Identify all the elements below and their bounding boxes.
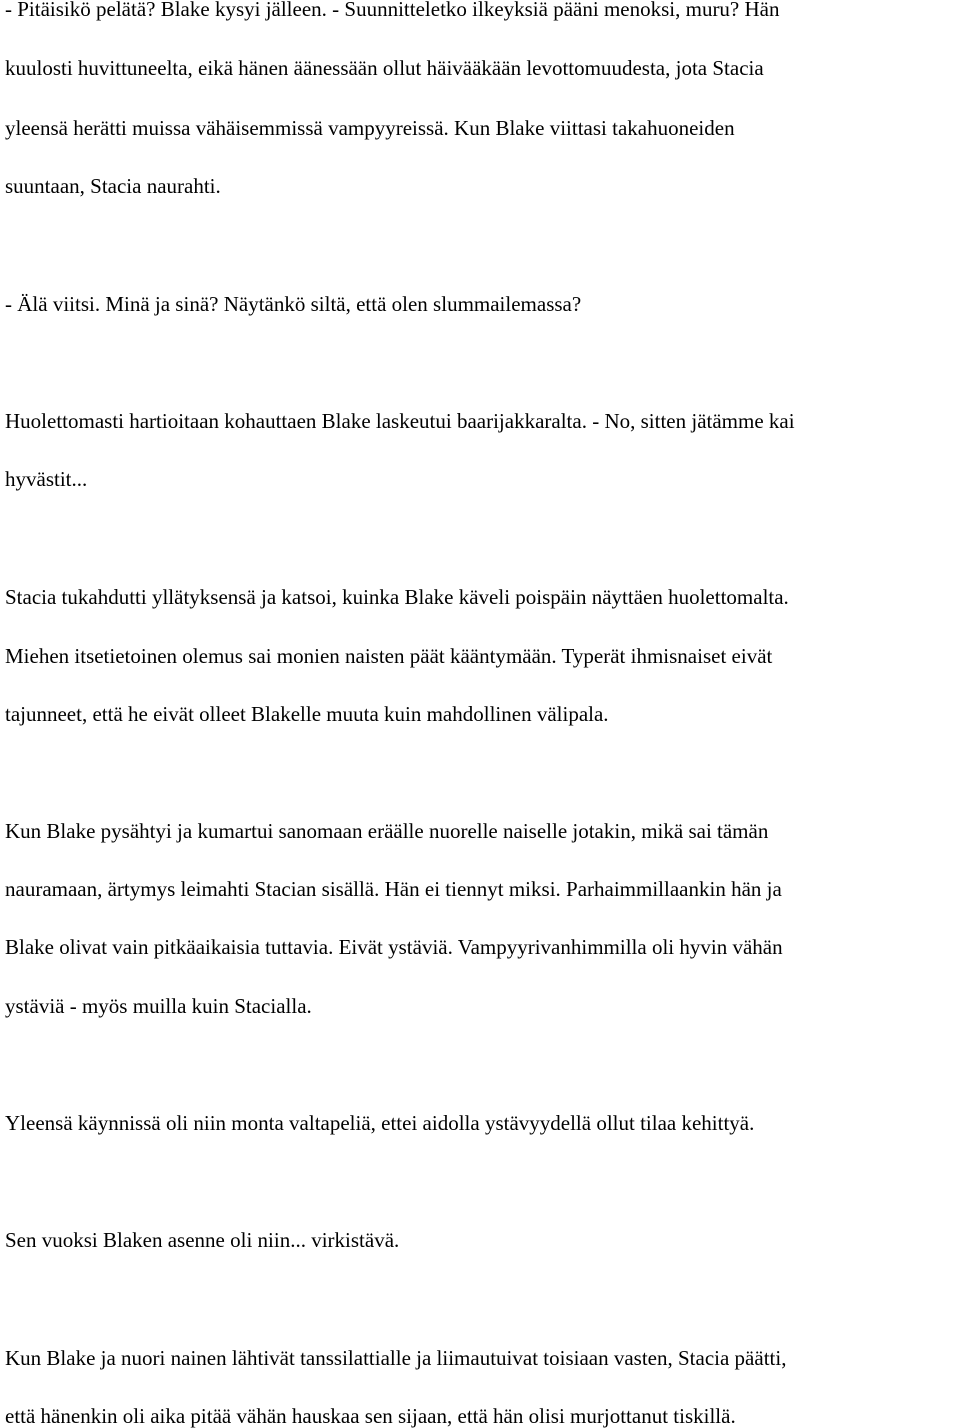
text-line: yleensä herätti muissa vähäisemmissä vampyyreissä. Kun Blake viittasi takahuoneiden (5, 116, 735, 140)
text-line: Huolettomasti hartioitaan kohauttaen Blake laskeutui baarijakkaralta. - No, sitten jätämme kai (5, 409, 795, 433)
text-line: Blake olivat vain pitkäaikaisia tuttavia. Eivät ystäviä. Vampyyrivanhimmilla oli hyvin vähän (5, 935, 783, 959)
text-line: tajunneet, että he eivät olleet Blakelle muuta kuin mahdollinen välipala. (5, 702, 609, 726)
text-line: Kun Blake pysähtyi ja kumartui sanomaan eräälle nuorelle naiselle jotakin, mikä sai tämän (5, 819, 769, 843)
text-line: Stacia tukahdutti yllätyksensä ja katsoi, kuinka Blake käveli poispäin näyttäen huolettomalta. (5, 585, 789, 609)
text-line: ystäviä - myös muilla kuin Stacialla. (5, 994, 312, 1018)
text-line: - Älä viitsi. Minä ja sinä? Näytänkö siltä, että olen slummailemassa? (5, 292, 582, 316)
text-line: nauramaan, ärtymys leimahti Stacian sisällä. Hän ei tiennyt miksi. Parhaimmillaankin hän ja (5, 877, 782, 901)
text-line: Miehen itsetietoinen olemus sai monien naisten päät kääntymään. Typerät ihmisnaiset eivät (5, 644, 773, 668)
text-line: Yleensä käynnissä oli niin monta valtapeliä, ettei aidolla ystävyydellä ollut tilaa kehittyä. (5, 1111, 755, 1135)
text-line: kuulosti huvittuneelta, eikä hänen äänessään ollut häivääkään levottomuudesta, jota Stacia (5, 56, 764, 80)
text-line: - Pitäisikö pelätä? Blake kysyi jälleen. - Suunnitteletko ilkeyksiä pääni menoksi, muru? Hän (5, 0, 780, 21)
text-line: suuntaan, Stacia naurahti. (5, 174, 221, 198)
text-line: hyvästit... (5, 467, 88, 491)
text-line: Sen vuoksi Blaken asenne oli niin... virkistävä. (5, 1228, 400, 1252)
text-line: Kun Blake ja nuori nainen lähtivät tanssilattialle ja liimautuivat toisiaan vasten, Stacia päätti, (5, 1346, 787, 1370)
text-line: että hänenkin oli aika pitää vähän hauskaa sen sijaan, että hän olisi murjottanut tiskillä. (5, 1404, 736, 1428)
